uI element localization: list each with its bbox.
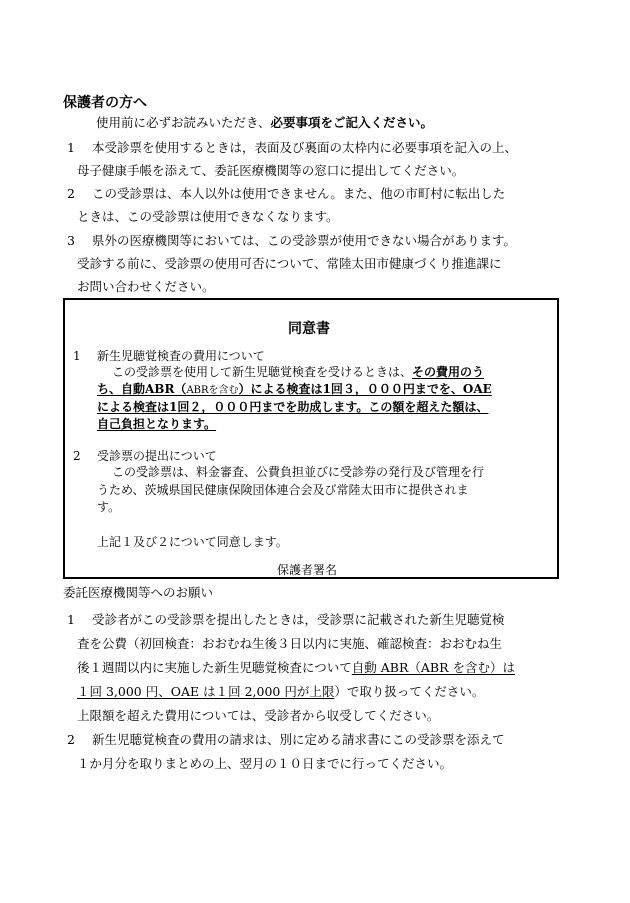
guardian-heading: 保護者の方へ [63, 95, 147, 111]
guardian-item-3-line: お問い合わせください。 [77, 279, 215, 294]
institution-item-1-num: 1 [67, 612, 75, 627]
consent-item-2-line: す。 [97, 500, 121, 514]
institution-item-1-line: 受診者がこの受診票を提出したときは，受診票に記載された新生児聴覚検 [92, 612, 505, 627]
consent-item-2-heading: 受診票の提出について [97, 449, 217, 463]
guardian-item-3-line: 受診する前に、受診票の使用可否について、常陸太田市健康づくり推進課に [77, 256, 502, 271]
consent-item-1-line3: による検査は1回２，０００円までを助成します。この額を超えた額は、 [97, 400, 489, 414]
consent-item-1-heading: 新生児聴覚検査の費用について [97, 349, 265, 363]
institution-item-1-line3-underlined: 自動 ABR（ABR を含む）は [351, 660, 515, 675]
institution-item-1-line4-underlined: １回 3,000 円、OAE は１回 2,000 円が上限 [77, 684, 335, 699]
institution-item-2-line: 新生児聴覚検査の費用の請求は、別に定める請求書にこの受診票を添えて [92, 732, 505, 747]
consent-title: 同意書 [288, 321, 330, 337]
consent-item-1-line4: 自己負担となります。 [97, 417, 217, 431]
guardian-intro-plain: 使用前に必ずお読みいただき、 [96, 115, 271, 130]
consent-item-1-line1-bold: その費用のう [412, 365, 485, 379]
consent-item-1-line2 [97, 383, 492, 396]
consent-item-2-line: この受診票は、料金審査、公費負担並びに受診券の発行及び管理を行 [112, 465, 485, 479]
consent-item-1-line2-bold2: ）による検査は1回３，０００円までを、OAE [238, 382, 492, 396]
signature-line[interactable] [275, 578, 518, 579]
institution-item-1-line4-plain: ）で取り扱ってください。 [334, 684, 485, 699]
guardian-intro [96, 117, 433, 130]
signature-label: 保護者署名 [277, 563, 338, 577]
consent-item-2-num: 2 [73, 449, 81, 463]
consent-item-1-line1 [112, 366, 484, 378]
institution-item-2-num: 2 [67, 732, 75, 747]
consent-item-1-line2-small: ABRを含む [186, 385, 239, 396]
institution-item-1-line3 [77, 662, 515, 675]
consent-item-2-line: うため、茨城県国民健康保険団体連合会及び常陸太田市に提供されま [97, 483, 469, 497]
institution-item-1-line: 上限額を超えた費用については、受診者から収受してください。 [77, 708, 440, 723]
guardian-item-2-line: ときは、この受診票は使用できなくなります。 [77, 209, 339, 224]
institution-item-1-line4 [77, 686, 484, 699]
consent-item-1-num: 1 [73, 349, 81, 363]
institution-item-2-line: １か月分を取りまとめの上、翌月の１０日までに行ってください。 [77, 756, 453, 771]
guardian-item-1-line: 母子健康手帳を添えて、委託医療機関等の窓口に提出してください。 [77, 163, 465, 178]
consent-item-1-line1-plain: この受診票を使用して新生児聴覚検査を受けるときは、 [112, 365, 413, 379]
guardian-item-3-num: 3 [67, 233, 75, 248]
institution-heading: 委託医療機関等へのお願い [63, 585, 214, 600]
guardian-item-2-num: 2 [67, 186, 75, 201]
institution-item-1-line3-plain: 後１週間以内に実施した新生児聴覚検査について [77, 660, 352, 675]
guardian-item-1-line: 本受診票を使用するときは，表面及び裏面の太枠内に必要事項を記入の上、 [92, 140, 518, 155]
guardian-item-1-num: 1 [67, 140, 75, 155]
consent-item-1-line2-bold1: ち、自動ABR（ [97, 382, 187, 396]
guardian-intro-bold: 必要事項をご記入ください。 [270, 115, 434, 130]
consent-agree-text: 上記１及び２について同意します。 [97, 535, 288, 549]
guardian-item-2-line: この受診票は、本人以外は使用できません。また、他の市町村に転出した [92, 186, 506, 201]
institution-item-1-line: 査を公費（初回検査：おおむね生後３日以内に実施、確認検査：おおむね生 [77, 636, 503, 651]
guardian-item-3-line: 県外の医療機関等においては、この受診票が使用できない場合があります。 [92, 233, 517, 248]
